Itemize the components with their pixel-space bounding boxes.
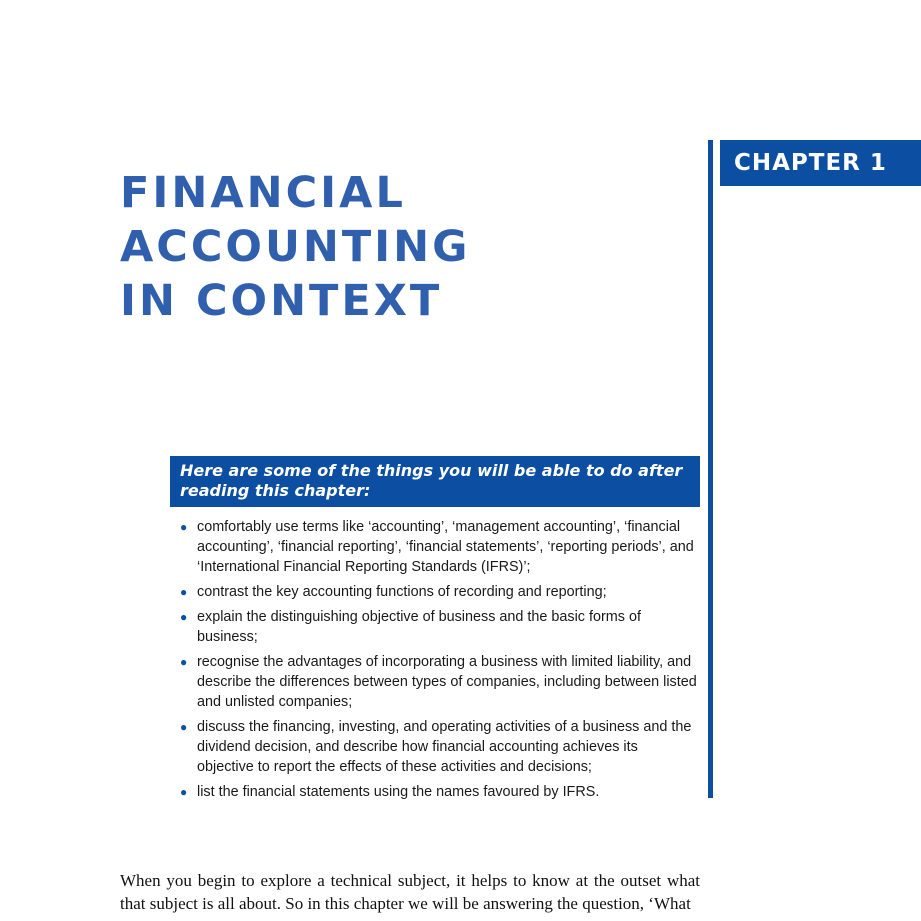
learning-objective-text: contrast the key accounting functions of recording and reporting; bbox=[197, 584, 607, 600]
chapter-title-line-2: ACCOUNTING bbox=[120, 222, 471, 272]
learning-objective-text: list the financial statements using the names favoured by IFRS. bbox=[197, 784, 600, 800]
learning-objectives-list bbox=[178, 517, 698, 807]
learning-objective-text: comfortably use terms like ‘accounting’, ‘management accounting’, ‘financial accounting’, ‘financial reporting’, ‘financial statements’, ‘reporting periods’, and ‘International Financial Reporting Standards (IFRS)’; bbox=[197, 519, 694, 575]
body-paragraph-text: When you begin to explore a technical subject, it helps to know at the outset what that subject is all about. So in this chapter we will be answering the question, ‘What bbox=[120, 871, 700, 913]
chapter-title bbox=[120, 166, 470, 328]
learning-objective-text: recognise the advantages of incorporating a business with limited liability, and describe the differences between types of companies, including between listed and unlisted companies; bbox=[197, 654, 697, 710]
learning-objective-item bbox=[178, 582, 698, 602]
learning-objective-item bbox=[178, 782, 698, 802]
bullet-icon: ● bbox=[180, 585, 188, 599]
learning-objective-item bbox=[178, 717, 698, 777]
bullet-icon: ● bbox=[180, 720, 188, 734]
chapter-title-line-1: FINANCIAL bbox=[120, 168, 406, 218]
body-paragraph bbox=[120, 869, 700, 915]
chapter-divider-rule bbox=[708, 140, 713, 798]
learning-objective-text: explain the distinguishing objective of business and the basic forms of business; bbox=[197, 609, 641, 645]
learning-objective-item bbox=[178, 652, 698, 712]
learning-objectives-header: Here are some of the things you will be able to do after reading this chapter: bbox=[170, 456, 700, 507]
chapter-label: CHAPTER 1 bbox=[720, 140, 921, 186]
bullet-icon: ● bbox=[180, 610, 188, 624]
learning-objective-item bbox=[178, 607, 698, 647]
bullet-icon: ● bbox=[180, 520, 188, 534]
bullet-icon: ● bbox=[180, 785, 188, 799]
bullet-icon: ● bbox=[180, 655, 188, 669]
chapter-title-line-3: IN CONTEXT bbox=[120, 276, 443, 326]
learning-objective-item bbox=[178, 517, 698, 577]
learning-objective-text: discuss the financing, investing, and operating activities of a business and the dividend decision, and describe how financial accounting achieves its objective to report the effects of these activities and decisions; bbox=[197, 719, 692, 775]
